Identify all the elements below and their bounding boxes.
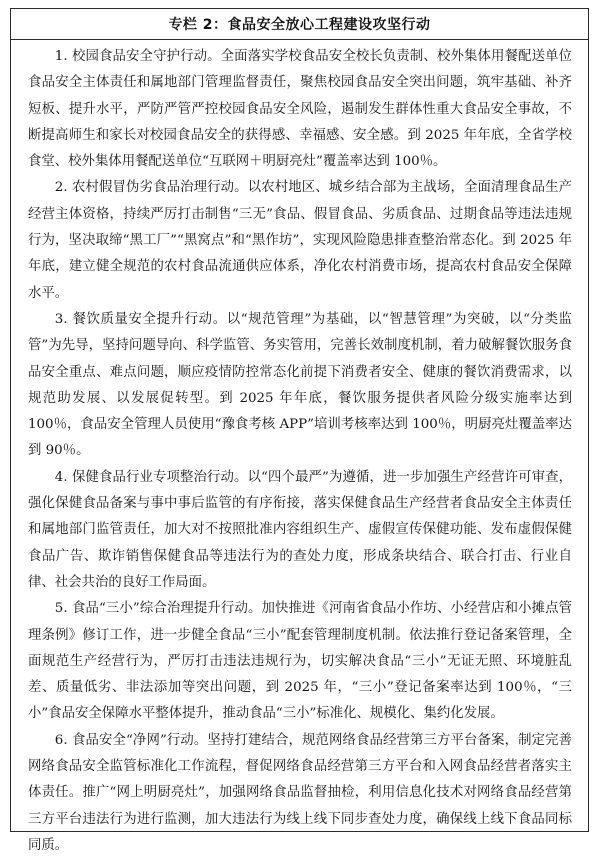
column-box xyxy=(10,8,589,853)
column-body xyxy=(11,40,588,859)
paragraph-rural-counterfeit-food: 2. 农村假冒伪劣食品治理行动。以农村地区、城乡结合部为主战场，全面清理食品生产经营主体资格，持续严厉打击制售“三无”食品、假冒食品、劣质食品、过期食品等违法违规行为，坚决取缔“黑工厂”“黑窝点”和“黑作坊”，实现风险隐患排查整治常态化。到 2025 年年底，建立健全规范的农村食品流通供应体系，净化农村消费市场，提高农村食品安全保障水平。 xyxy=(28,180,572,301)
paragraph-campus-food-safety: 1. 校园食品安全守护行动。全面落实学校食品安全校长负责制、校外集体用餐配送单位食品安全主体责任和属地部门管理监督责任，聚焦校园食品安全突出问题，筑牢基础、补齐短板、提升水平，严防严管严控校园食品安全风险，遏制发生群体性重大食品安全事故，不断提高师生和家长对校园食品安全的获得感、幸福感、安全感。到 2025 年年底，全省学校食堂、校外集体用餐配送单位“互联网＋明厨亮灶”覆盖率达到 100％。 xyxy=(28,49,572,170)
paragraph-clean-network: 6. 食品安全“净网”行动。坚持打建结合，规范网络食品经营第三方平台备案，制定完善网络食品安全监管标准化工作流程，督促网络食品经营第三方平台和入网食品经营者落实主体责任。推广“网上明厨亮灶”，加强网络食品监督抽检，利用信息化技术对网络食品经营第三方平台违法行为进行监测，加大违法行为线上线下同步查处力度，确保线上线下食品同标同质。 xyxy=(28,732,572,853)
paragraph-health-food-rectification: 4. 保健食品行业专项整治行动。以“四个最严”为遵循，进一步加强生产经营许可审查，强化保健食品备案与事中事后监管的有序衔接，落实保健食品生产经营者食品安全主体责任和属地部门监管责任，加大对不按照批准内容组织生产、虚假宣传保健功能、发布虚假保健食品广告、欺诈销售保健食品等违法行为的查处力度，形成条块结合、联合打击、行业自律、社会共治的良好工作局面。 xyxy=(28,469,572,590)
column-title: 专栏 2：食品安全放心工程建设攻坚行动 xyxy=(11,9,588,40)
paragraph-catering-quality: 3. 餐饮质量安全提升行动。以“规范管理”为基础，以“智慧管理”为突破，以“分类监管”为先导，坚持问题导向、科学监管、务实管用，完善长效制度机制，着力破解餐饮服务食品安全重点、难点问题，顺应疫情防控常态化前提下消费者安全、健康的餐饮消费需求，以规范助发展、以发展促转型。到 2025 年年底，餐饮服务提供者风险分级实施率达到 100％，食品安全管理人员使用“豫食考核 APP”培训考核率达到 100％，明厨亮灶覆盖率达到 90％。 xyxy=(28,311,572,459)
paragraph-three-small-governance: 5. 食品“三小”综合治理提升行动。加快推进《河南省食品小作坊、小经营店和小摊点管理条例》修订工作，进一步健全食品“三小”配套管理制度机制。依法推行登记备案管理，全面规范生产经营行为，严厉打击违法违规行为，切实解决食品“三小”无证无照、环境脏乱差、质量低劣、非法添加等突出问题，到 2025 年，“三小”登记备案率达到 100％，“三小”食品安全保障水平整体提升，推动食品“三小”标准化、规模化、集约化发展。 xyxy=(28,601,572,722)
